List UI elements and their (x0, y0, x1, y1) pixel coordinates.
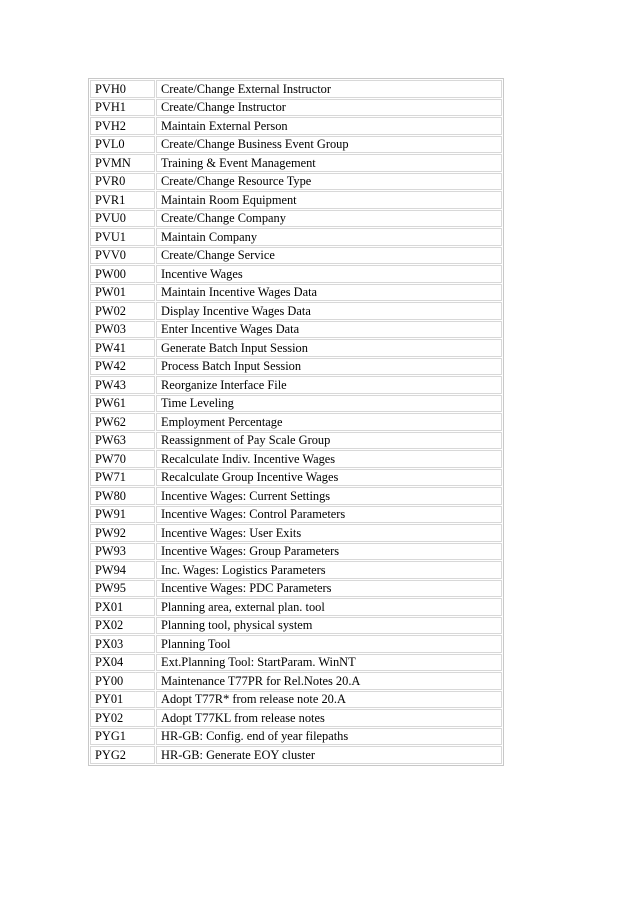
transaction-description-cell: Maintenance T77PR for Rel.Notes 20.A (156, 672, 502, 690)
transaction-description-cell: Maintain Room Equipment (156, 191, 502, 209)
transaction-code-cell: PX03 (90, 635, 155, 653)
table-row (90, 376, 502, 394)
transaction-code-cell: PYG2 (90, 746, 155, 764)
table-row (90, 617, 502, 635)
transaction-description-cell: Incentive Wages: Group Parameters (156, 543, 502, 561)
table-row (90, 284, 502, 302)
transaction-code-cell: PX01 (90, 598, 155, 616)
table-row (90, 228, 502, 246)
transaction-description-cell: Create/Change Business Event Group (156, 136, 502, 154)
transaction-code-cell: PX02 (90, 617, 155, 635)
transaction-code-cell: PVH2 (90, 117, 155, 135)
table-row (90, 635, 502, 653)
transaction-description-cell: Create/Change Company (156, 210, 502, 228)
transaction-description-cell: Create/Change Instructor (156, 99, 502, 117)
transaction-description-cell: Maintain Incentive Wages Data (156, 284, 502, 302)
transaction-code-cell: PY01 (90, 691, 155, 709)
transaction-description-cell: Ext.Planning Tool: StartParam. WinNT (156, 654, 502, 672)
transaction-description-cell: Create/Change Service (156, 247, 502, 265)
transaction-description-cell: Maintain External Person (156, 117, 502, 135)
table-row (90, 358, 502, 376)
transaction-description-cell: Incentive Wages: Current Settings (156, 487, 502, 505)
transaction-description-cell: Incentive Wages: PDC Parameters (156, 580, 502, 598)
table-row (90, 247, 502, 265)
table-row (90, 524, 502, 542)
transaction-description-cell: HR-GB: Config. end of year filepaths (156, 728, 502, 746)
table-row (90, 543, 502, 561)
transaction-code-cell: PW91 (90, 506, 155, 524)
transaction-code-cell: PVU1 (90, 228, 155, 246)
transaction-code-cell: PW92 (90, 524, 155, 542)
transaction-code-cell: PW71 (90, 469, 155, 487)
table-row (90, 395, 502, 413)
transaction-description-cell: Process Batch Input Session (156, 358, 502, 376)
transaction-description-cell: Incentive Wages (156, 265, 502, 283)
transaction-code-cell: PVH0 (90, 80, 155, 98)
transaction-description-cell: Time Leveling (156, 395, 502, 413)
transaction-description-cell: Inc. Wages: Logistics Parameters (156, 561, 502, 579)
table-row (90, 487, 502, 505)
transaction-code-cell: PVMN (90, 154, 155, 172)
transaction-code-cell: PW01 (90, 284, 155, 302)
transaction-code-cell: PW61 (90, 395, 155, 413)
transaction-description-cell: Display Incentive Wages Data (156, 302, 502, 320)
transaction-code-cell: PW41 (90, 339, 155, 357)
table-row (90, 173, 502, 191)
table-row (90, 709, 502, 727)
transaction-description-cell: Employment Percentage (156, 413, 502, 431)
transaction-description-cell: Reorganize Interface File (156, 376, 502, 394)
table-row (90, 691, 502, 709)
table-row (90, 136, 502, 154)
transaction-code-cell: PY00 (90, 672, 155, 690)
transaction-description-cell: Enter Incentive Wages Data (156, 321, 502, 339)
transaction-code-cell: PW93 (90, 543, 155, 561)
transaction-code-cell: PW43 (90, 376, 155, 394)
table-row (90, 598, 502, 616)
transaction-code-cell: PW94 (90, 561, 155, 579)
table-row (90, 469, 502, 487)
table-row (90, 561, 502, 579)
transaction-code-cell: PW03 (90, 321, 155, 339)
table-row (90, 654, 502, 672)
table-row (90, 413, 502, 431)
transaction-description-cell: Generate Batch Input Session (156, 339, 502, 357)
transaction-code-cell: PVR0 (90, 173, 155, 191)
transaction-description-cell: Recalculate Group Incentive Wages (156, 469, 502, 487)
transaction-description-cell: Incentive Wages: Control Parameters (156, 506, 502, 524)
table-row (90, 728, 502, 746)
transaction-code-cell: PW70 (90, 450, 155, 468)
table-row (90, 210, 502, 228)
transaction-code-table (88, 78, 504, 766)
table-row (90, 117, 502, 135)
transaction-description-cell: Reassignment of Pay Scale Group (156, 432, 502, 450)
transaction-code-cell: PW02 (90, 302, 155, 320)
table-row (90, 99, 502, 117)
transaction-code-cell: PVL0 (90, 136, 155, 154)
transaction-code-cell: PX04 (90, 654, 155, 672)
transaction-code-cell: PW63 (90, 432, 155, 450)
table-row (90, 432, 502, 450)
transaction-description-cell: Planning tool, physical system (156, 617, 502, 635)
transaction-code-cell: PVR1 (90, 191, 155, 209)
transaction-description-cell: Recalculate Indiv. Incentive Wages (156, 450, 502, 468)
table-row (90, 506, 502, 524)
table-row (90, 154, 502, 172)
transaction-code-cell: PW00 (90, 265, 155, 283)
table-row (90, 191, 502, 209)
table-row (90, 339, 502, 357)
table-row (90, 265, 502, 283)
transaction-description-cell: Create/Change Resource Type (156, 173, 502, 191)
transaction-description-cell: Create/Change External Instructor (156, 80, 502, 98)
transaction-code-cell: PW42 (90, 358, 155, 376)
table-row (90, 302, 502, 320)
transaction-code-cell: PW80 (90, 487, 155, 505)
transaction-description-cell: Planning area, external plan. tool (156, 598, 502, 616)
transaction-description-cell: Planning Tool (156, 635, 502, 653)
transaction-code-cell: PVU0 (90, 210, 155, 228)
transaction-description-cell: Adopt T77R* from release note 20.A (156, 691, 502, 709)
table-row (90, 80, 502, 98)
transaction-code-cell: PW95 (90, 580, 155, 598)
table-row (90, 746, 502, 764)
transaction-description-cell: Adopt T77KL from release notes (156, 709, 502, 727)
transaction-code-table-body (90, 80, 502, 764)
transaction-code-cell: PYG1 (90, 728, 155, 746)
transaction-description-cell: Training & Event Management (156, 154, 502, 172)
transaction-description-cell: Incentive Wages: User Exits (156, 524, 502, 542)
transaction-code-cell: PY02 (90, 709, 155, 727)
transaction-code-cell: PW62 (90, 413, 155, 431)
transaction-code-cell: PVH1 (90, 99, 155, 117)
table-row (90, 450, 502, 468)
transaction-description-cell: HR-GB: Generate EOY cluster (156, 746, 502, 764)
transaction-description-cell: Maintain Company (156, 228, 502, 246)
table-row (90, 672, 502, 690)
table-row (90, 580, 502, 598)
transaction-code-cell: PVV0 (90, 247, 155, 265)
table-row (90, 321, 502, 339)
